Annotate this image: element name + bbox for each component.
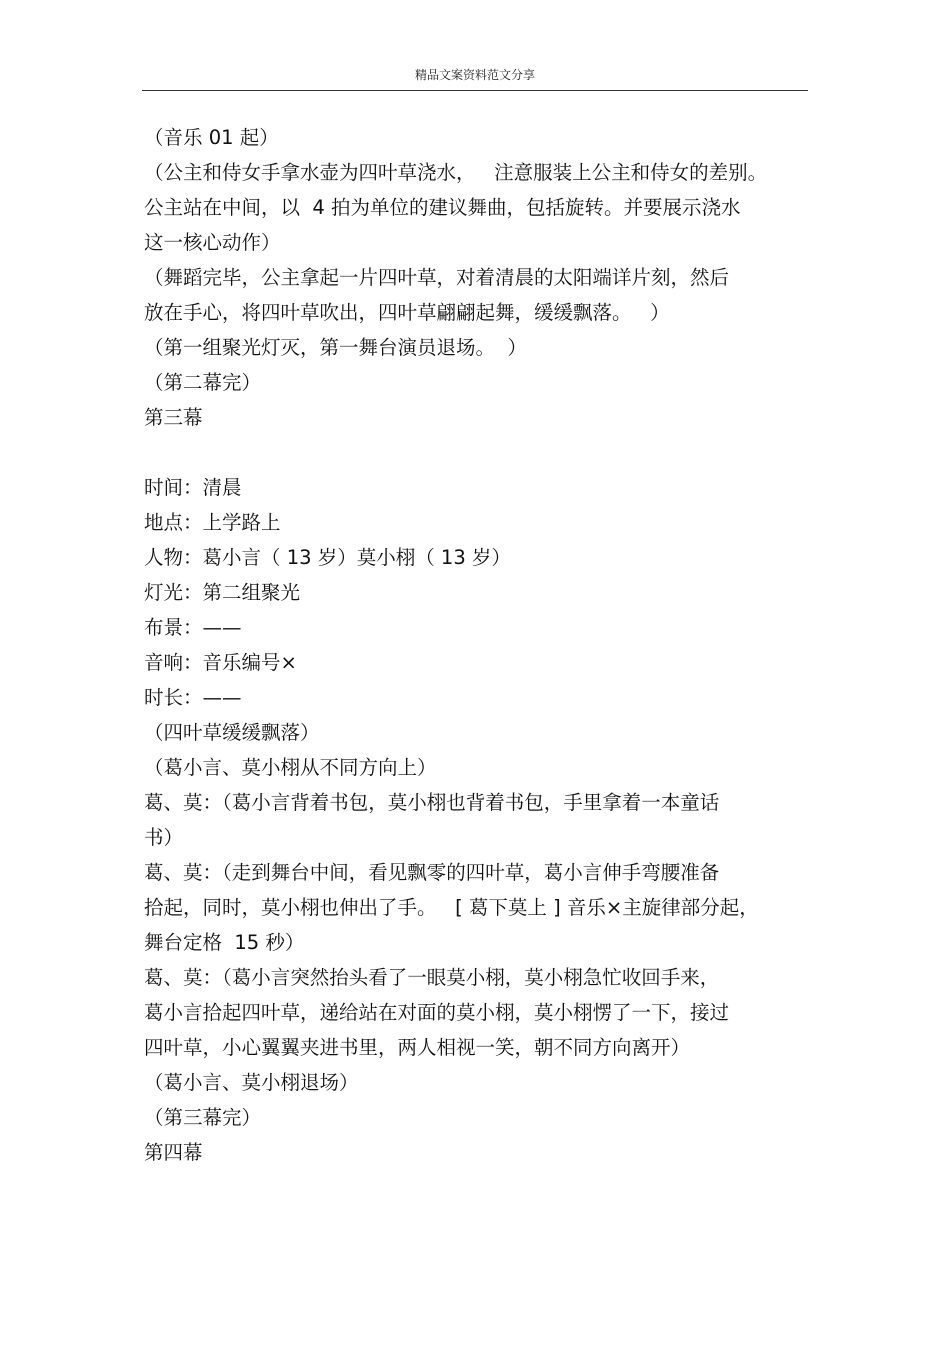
text-line: 葛、莫：（走到舞台中间，看见飘零的四叶草，葛小言伸手弯腰准备 bbox=[144, 861, 720, 884]
text-line: 地点：上学路上 bbox=[144, 511, 281, 534]
text-line: 人物：葛小言（ 13 岁）莫小栩（ 13 岁） bbox=[144, 546, 511, 569]
text-line: 葛、莫：（葛小言突然抬头看了一眼莫小栩，莫小栩急忙收回手来， bbox=[144, 966, 720, 989]
text-line: 拾起，同时，莫小栩也伸出了手。 [ 葛下莫上 ] 音乐×主旋律部分起， bbox=[144, 896, 759, 919]
text-line: 葛小言拾起四叶草，递给站在对面的莫小栩，莫小栩愣了一下，接过 bbox=[144, 1001, 730, 1024]
text-line: 放在手心，将四叶草吹出，四叶草翩翩起舞，缓缓飘落。 ） bbox=[144, 301, 670, 324]
text-line: 布景：—— bbox=[144, 616, 242, 639]
text-line: 时长：—— bbox=[144, 686, 242, 709]
text-line: （音乐 01 起） bbox=[144, 126, 279, 149]
text-line: 舞台定格 15 秒） bbox=[144, 931, 305, 954]
text-line: （葛小言、莫小栩从不同方向上） bbox=[144, 756, 437, 779]
text-line: 时间：清晨 bbox=[144, 476, 242, 499]
act-heading: 第四幕 bbox=[144, 1141, 203, 1164]
text-line: （第二幕完） bbox=[144, 371, 262, 394]
text-line: （四叶草缓缓飘落） bbox=[144, 721, 320, 744]
text-line: 书） bbox=[144, 826, 184, 849]
header-divider bbox=[142, 90, 808, 91]
text-line: 公主站在中间，以 4 拍为单位的建议舞曲，包括旋转。并要展示浇水 bbox=[144, 196, 741, 219]
text-line: 葛、莫：（葛小言背着书包，莫小栩也背着书包，手里拿着一本童话 bbox=[144, 791, 720, 814]
text-line: 这一核心动作） bbox=[144, 231, 281, 254]
page-header-title: 精品文案资料范文分享 bbox=[414, 68, 535, 82]
text-line: （公主和侍女手拿水壶为四叶草浇水， 注意服装上公主和侍女的差别。 bbox=[144, 161, 768, 184]
text-line: （第三幕完） bbox=[144, 1106, 262, 1129]
script-body bbox=[144, 120, 814, 1170]
text-line: （葛小言、莫小栩退场） bbox=[144, 1071, 359, 1094]
text-line: 灯光：第二组聚光 bbox=[144, 581, 301, 604]
text-line: 音响：音乐编号× bbox=[144, 651, 297, 674]
text-line: 四叶草，小心翼翼夹进书里，两人相视一笑，朝不同方向离开） bbox=[144, 1036, 691, 1059]
text-line: （第一组聚光灯灭，第一舞台演员退场。 ） bbox=[144, 336, 527, 359]
act-heading: 第三幕 bbox=[144, 406, 203, 429]
blank-line bbox=[144, 435, 814, 470]
text-line: （舞蹈完毕，公主拿起一片四叶草，对着清晨的太阳端详片刻，然后 bbox=[144, 266, 730, 289]
